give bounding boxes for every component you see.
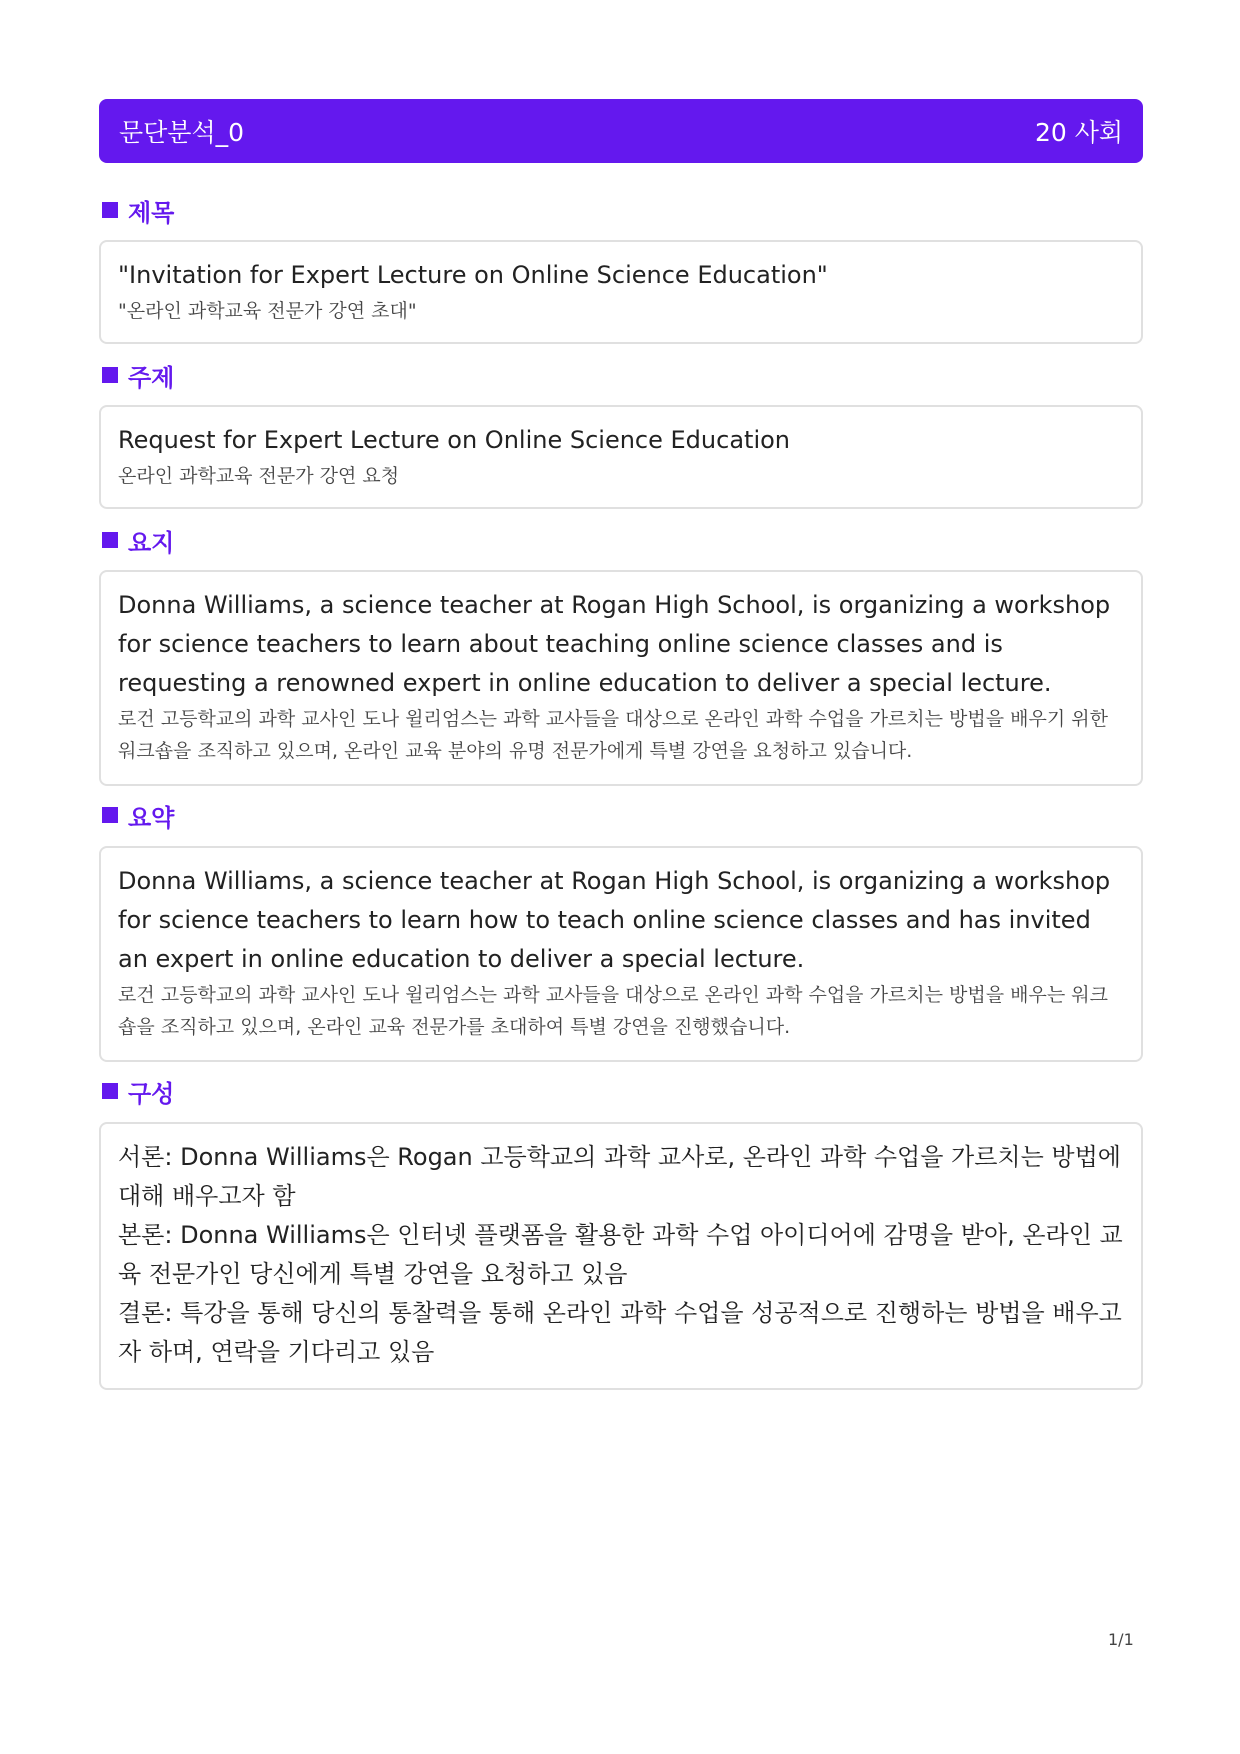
gist-en: Donna Williams, a science teacher at Rogan High School, is organizing a workshop for science teachers to learn about teaching online science classes and is requesting a renowned expert in online education to deliver a special lecture. xyxy=(118,591,1111,697)
header-bar xyxy=(99,99,1143,163)
topic-ko: 온라인 과학교육 전문가 강연 요청 xyxy=(118,465,400,487)
summary-en: Donna Williams, a science teacher at Rogan High School, is organizing a workshop for science teachers to learn how to teach online science classes and has invited an expert in online education to deliver a special lecture. xyxy=(118,867,1111,973)
subject-label: 20 사회 xyxy=(1034,118,1123,147)
title-box xyxy=(99,240,1143,344)
square-bullet-icon xyxy=(102,367,118,383)
title-ko: "온라인 과학교육 전문가 강연 초대" xyxy=(118,300,417,322)
structure-box xyxy=(99,1122,1143,1390)
section-heading-structure: 구성 xyxy=(102,1074,174,1108)
square-bullet-icon xyxy=(102,807,118,823)
summary-box xyxy=(99,846,1143,1062)
title-en: "Invitation for Expert Lecture on Online Science Education" xyxy=(118,261,828,289)
structure-body: 본론: Donna Williams은 인터넷 플랫폼을 활용한 과학 수업 아이디어에 감명을 받아, 온라인 교육 전문가인 당신에게 특별 강연을 요청하고 있음 xyxy=(118,1221,1123,1288)
topic-box xyxy=(99,405,1143,509)
square-bullet-icon xyxy=(102,532,118,548)
page-number: 1/1 xyxy=(1108,1630,1134,1649)
summary-ko: 로건 고등학교의 과학 교사인 도나 윌리엄스는 과학 교사들을 대상으로 온라인 과학 수업을 가르치는 방법을 배우는 워크숍을 조직하고 있으며, 온라인 교육 전문가를 초대하여 특별 강연을 진행했습니다. xyxy=(118,984,1108,1038)
gist-box xyxy=(99,570,1143,786)
structure-conclusion: 결론: 특강을 통해 당신의 통찰력을 통해 온라인 과학 수업을 성공적으로 진행하는 방법을 배우고자 하며, 연락을 기다리고 있음 xyxy=(118,1299,1122,1366)
document-title: 문단분석_0 xyxy=(119,118,245,147)
structure-intro: 서론: Donna Williams은 Rogan 고등학교의 과학 교사로, 온라인 과학 수업을 가르치는 방법에 대해 배우고자 함 xyxy=(118,1143,1121,1210)
gist-ko: 로건 고등학교의 과학 교사인 도나 윌리엄스는 과학 교사들을 대상으로 온라인 과학 수업을 가르치는 방법을 배우기 위한 워크숍을 조직하고 있으며, 온라인 교육 분야의 유명 전문가에게 특별 강연을 요청하고 있습니다. xyxy=(118,708,1108,762)
section-heading-gist: 요지 xyxy=(102,523,174,557)
square-bullet-icon xyxy=(102,202,118,218)
section-heading-topic: 주제 xyxy=(102,358,174,392)
section-heading-summary: 요약 xyxy=(102,798,174,832)
topic-en: Request for Expert Lecture on Online Science Education xyxy=(118,426,790,454)
square-bullet-icon xyxy=(102,1083,118,1099)
section-heading-title: 제목 xyxy=(102,193,174,227)
